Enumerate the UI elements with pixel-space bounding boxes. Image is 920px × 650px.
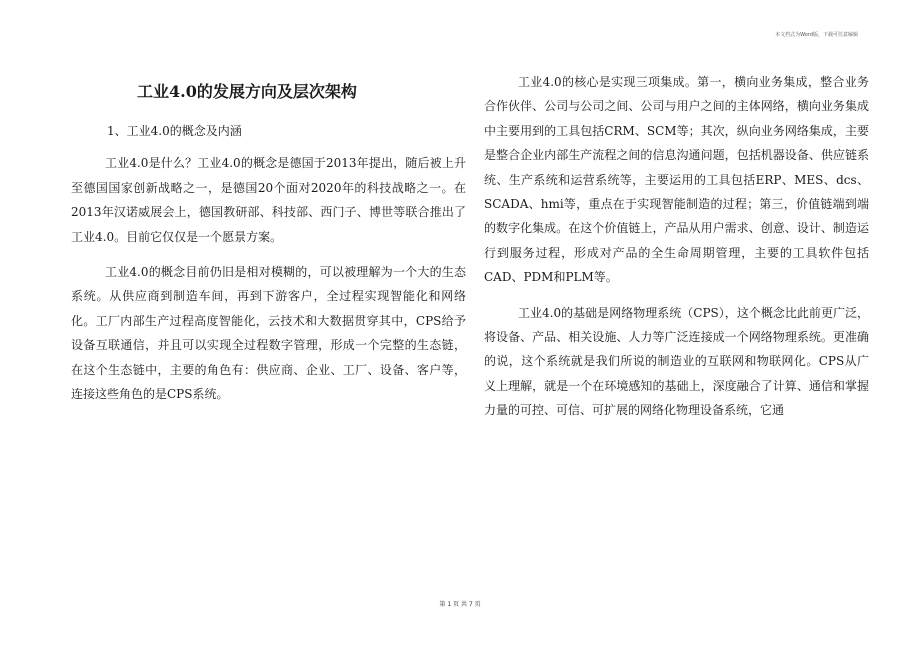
- section-heading: 1、工业4.0的概念及内涵: [107, 124, 242, 138]
- right-column: [484, 60, 869, 423]
- page-number-footer: 第 1 页 共 7 页: [439, 601, 481, 608]
- header-note: 本文档式为Word版，下载可任意编辑: [775, 32, 858, 38]
- paragraph-three-integrations: 工业4.0的核心是实现三项集成。第一，横向业务集成，整合业务合作伙伴、公司与公司之间、公司与用户之间的主体网络，横向业务集成中主要用到的工具包括CRM、SCM等；其次，纵向业务网络集成，主要是整合企业内部生产流程之间的信息沟通问题，包括机器设备、供应链系统、生产系统和运营系统等，主要运用的工具包括ERP、MES、dcs、SCADA、hmi等，重点在于实现智能制造的过程；第三，价值链端到端的数字化集成。在这个价值链上，产品从用户需求、创意、设计、制造运行到服务过程，形成对产品的全生命周期管理，主要的工具软件包括CAD、PDM和PLM等。: [484, 75, 869, 285]
- document-title: 工业4.0的发展方向及层次架构: [137, 82, 357, 101]
- left-column: [71, 60, 466, 406]
- paragraph-cps-foundation: 工业4.0的基础是网络物理系统（CPS），这个概念比此前更广泛，将设备、产品、相关设施、人力等广泛连接成一个网络物理系统。更准确的说，这个系统就是我们所说的制造业的互联网和物联网化。CPS从广义上理解，就是一个在环境感知的基础上，深度融合了计算、通信和掌握力量的可控、可信、可扩展的网络化物理设备系统，它通: [484, 305, 869, 418]
- paragraph-ecosystem: 工业4.0的概念目前仍旧是相对模糊的，可以被理解为一个大的生态系统。从供应商到制造车间，再到下游客户，全过程实现智能化和网络化。工厂内部生产过程高度智能化，云技术和大数据贯穿其中，CPS给予设备互联通信，并且可以实现全过程数字管理，形成一个完整的生态链，在这个生态链中，主要的角色有：供应商、企业、工厂、设备、客户等，连接这些角色的是CPS系统。: [71, 265, 466, 402]
- paragraph-definition: 工业4.0是什么？工业4.0的概念是德国于2013年提出，随后被上升至德国国家创新战略之一，是德国20个面对2020年的科技战略之一。在2013年汉诺威展会上，德国教研部、科技部、西门子、博世等联合推出了工业4.0。目前它仅仅是一个愿景方案。: [71, 156, 466, 244]
